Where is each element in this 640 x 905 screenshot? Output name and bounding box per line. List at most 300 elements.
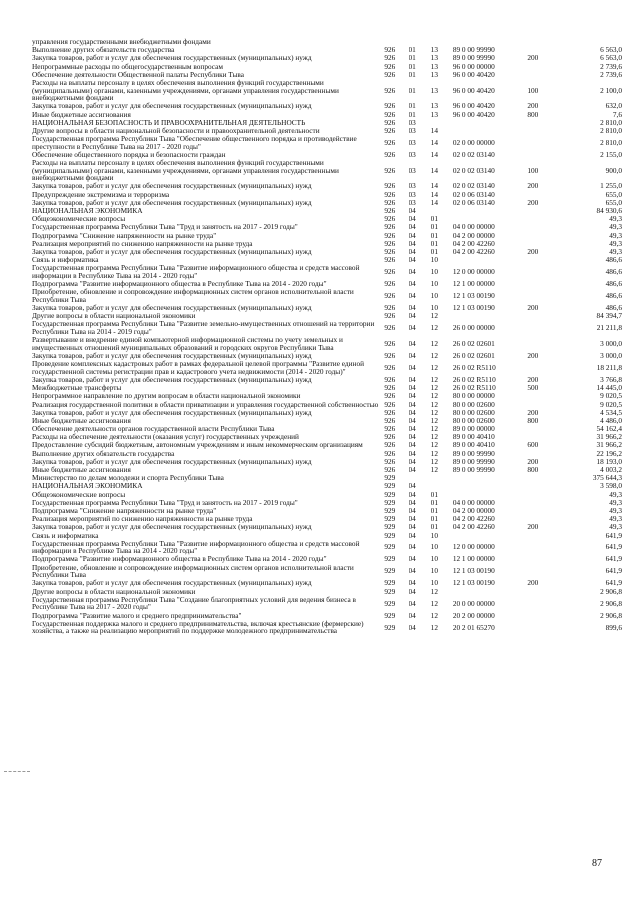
row-amount-cell: 2 906,8 (600, 611, 622, 620)
row-section-cell: 04 (408, 239, 416, 248)
row-ved-cell: 926 (384, 291, 396, 301)
row-section-cell: 04 (408, 400, 416, 409)
row-section-cell: 04 (408, 531, 416, 540)
row-target-article-cell: 04 2 00 42260 (452, 247, 495, 256)
row-ved-cell: 926 (384, 392, 396, 401)
row-amount-cell: 49,3 (609, 231, 622, 240)
row-amount-cell: 655,0 (605, 198, 622, 207)
row-name-cell: Выполнение других обязательств государства (32, 449, 175, 458)
row-name-cell: Обеспечение общественного порядка и безопасности граждан (32, 150, 226, 159)
row-name-cell: Государственная программа Республики Тыва "Развитие информационного общества и средств массовой информации в Республике Тыва на 2014 - 2020 годы" (32, 264, 360, 280)
row-section-cell: 04 (408, 457, 416, 466)
row-subsection-cell: 12 (430, 312, 438, 321)
row-subsection-cell: 12 (430, 375, 438, 384)
table-row (32, 564, 622, 580)
row-target-article-cell: 02 0 02 03140 (452, 165, 495, 175)
row-name-cell: Государственная программа Республики Тыва "Развитие информационного общества и средств массовой информации в Республике Тыва на 2014 - 2020 годы" (32, 539, 360, 556)
table-row (32, 312, 622, 320)
row-amount-cell: 641,9 (605, 579, 622, 588)
row-amount-cell: 486,6 (605, 291, 622, 301)
table-row (32, 207, 622, 215)
row-expense-type-cell (527, 151, 559, 159)
table-row (32, 79, 622, 102)
row-ved-cell: 926 (384, 198, 396, 207)
row-target-article-cell: 02 0 06 03140 (452, 198, 495, 207)
row-subsection-cell: 01 (430, 523, 438, 532)
row-expense-type-cell (527, 63, 559, 71)
row-target-article-cell: 04 2 00 42260 (452, 239, 495, 248)
row-expense-type-cell (527, 425, 559, 433)
row-target-article-cell: 26 0 00 00000 (452, 323, 495, 333)
row-amount-cell: 6 563,0 (600, 46, 622, 55)
row-subsection-cell: 12 (430, 362, 438, 372)
row-name-cell: Подпрограмма "Снижение напряженности на рынке труда" (32, 506, 217, 515)
row-amount-cell: 641,9 (605, 566, 622, 576)
row-section-cell: 04 (408, 441, 416, 450)
row-subsection-cell: 10 (430, 579, 438, 588)
row-expense-type-cell (527, 240, 559, 248)
row-ved-cell: 926 (384, 182, 396, 191)
table-row (32, 458, 622, 466)
row-section-cell: 03 (408, 198, 416, 207)
row-section-cell: 01 (408, 70, 416, 79)
row-section-cell: 03 (408, 150, 416, 159)
row-expense-type-cell: 100 (527, 85, 539, 95)
table-row (32, 232, 622, 240)
row-subsection-cell (431, 207, 453, 215)
row-amount-cell: 3 000,0 (600, 351, 622, 360)
row-name-cell: Иные бюджетные ассигнования (32, 416, 131, 425)
row-section-cell: 04 (408, 267, 416, 277)
budget-table (32, 38, 622, 636)
row-expense-type-cell (527, 540, 559, 556)
row-name-cell: Расходы на выплаты персоналу в целях обеспечения выполнения функций государственными (муниципальными) органами, казенными учреждениями, органами управления государственными внебюджетными фондами (32, 78, 339, 103)
table-row (32, 425, 622, 433)
row-name-cell: Связь и информатика (32, 531, 99, 540)
row-name-cell: Закупка товаров, работ и услуг для обеспечения государственных (муниципальных) нужд (32, 198, 312, 207)
row-expense-type-cell (527, 71, 559, 79)
row-section-cell: 04 (408, 384, 416, 393)
row-ved-cell: 929 (384, 474, 396, 483)
row-name-cell: Общеэкономические вопросы (32, 490, 126, 499)
row-subsection-cell: 12 (430, 408, 438, 417)
row-ved-cell: 926 (384, 110, 396, 119)
table-row (32, 135, 622, 151)
table-row (32, 392, 622, 400)
table-row (32, 491, 622, 499)
row-amount-cell: 4 003,2 (600, 466, 622, 474)
row-ved-cell: 926 (384, 190, 396, 199)
row-name-cell: Другие вопросы в области национальной экономики (32, 587, 196, 596)
row-expense-type-cell (527, 401, 559, 409)
row-expense-type-cell (527, 119, 559, 127)
row-name-cell: Другие вопросы в области национальной экономики (32, 312, 196, 321)
row-amount-cell: 2 906,8 (600, 598, 622, 608)
table-row (32, 523, 622, 531)
row-section-cell: 04 (408, 392, 416, 401)
row-section-cell: 03 (408, 190, 416, 199)
row-target-article-cell: 89 0 00 99990 (452, 449, 495, 458)
row-target-article-cell: 12 1 00 00000 (452, 555, 495, 564)
row-subsection-cell: 12 (430, 400, 438, 409)
row-name-cell: Закупка товаров, работ и услуг для обеспечения государственных (муниципальных) нужд (32, 182, 312, 191)
row-name-cell: Другие вопросы в области национальной безопасности и правоохранительной деятельности (32, 126, 320, 135)
row-target-article-cell: 26 0 02 R5110 (452, 362, 496, 372)
row-subsection-cell (431, 38, 453, 46)
row-ved-cell: 929 (384, 579, 396, 588)
row-section-cell: 04 (408, 362, 416, 372)
row-subsection-cell: 10 (430, 304, 438, 313)
row-name-cell: Государственная программа Республики Тыва "Обеспечение общественного порядка и противодействие преступности в Республике Тыва на 2017 - 2020 годы" (32, 135, 357, 151)
row-target-article-cell: 80 0 00 02600 (452, 400, 495, 409)
row-target-article-cell: 04 2 00 00000 (452, 506, 495, 515)
row-expense-type-cell: 200 (527, 54, 539, 63)
row-expense-type-cell: 200 (527, 304, 539, 313)
row-target-article-cell: 20 0 00 00000 (452, 598, 495, 608)
table-row (32, 38, 622, 46)
table-row (32, 191, 622, 199)
row-ved-cell: 929 (384, 566, 396, 576)
row-expense-type-cell (527, 392, 559, 400)
row-expense-type-cell: 200 (527, 375, 539, 384)
table-row (32, 151, 622, 159)
row-subsection-cell: 10 (430, 531, 438, 540)
row-name-cell: Обеспечение деятельности органов государственной власти Республики Тыва (32, 425, 275, 434)
row-expense-type-cell: 800 (527, 416, 539, 425)
row-target-article-cell: 96 0 00 40420 (452, 102, 495, 111)
row-section-cell: 04 (408, 416, 416, 425)
row-name-cell: Обеспечение деятельности Общественной палаты Республики Тыва (32, 70, 244, 79)
row-target-article-cell: 02 0 02 03140 (452, 150, 495, 159)
row-subsection-cell: 14 (430, 198, 438, 207)
row-subsection-cell: 14 (430, 182, 438, 191)
row-subsection-cell: 12 (430, 466, 438, 474)
row-section-cell: 04 (408, 506, 416, 515)
row-name-cell: Закупка товаров, работ и услуг для обеспечения государственных (муниципальных) нужд (32, 351, 312, 360)
row-target-article-cell (453, 256, 528, 264)
row-subsection-cell: 12 (430, 392, 438, 401)
row-subsection-cell: 13 (430, 46, 438, 55)
row-target-article-cell (453, 491, 528, 499)
row-section-cell: 04 (408, 408, 416, 417)
row-name-cell: Выполнение других обязательств государства (32, 46, 175, 55)
table-row (32, 417, 622, 425)
row-target-article-cell: 04 0 00 00000 (452, 223, 495, 232)
table-row (32, 499, 622, 507)
row-target-article-cell: 12 1 03 00190 (452, 304, 495, 313)
table-row (32, 433, 622, 441)
row-name-cell: Государственная программа Республики Тыва "Развитие земельно-имущественных отношений на территории Республики Тыва на 2014 - 2019 годы" (32, 320, 375, 336)
row-expense-type-cell (527, 127, 559, 135)
table-row (32, 46, 622, 54)
row-section-cell: 04 (408, 587, 416, 596)
row-section-cell: 04 (408, 622, 416, 632)
table-row (32, 540, 622, 556)
row-expense-type-cell (527, 280, 559, 288)
table-row (32, 352, 622, 360)
row-ved-cell: 926 (384, 441, 396, 450)
row-ved-cell: 926 (384, 239, 396, 248)
row-ved-cell: 926 (384, 231, 396, 240)
row-target-article-cell: 96 0 00 00000 (452, 62, 495, 71)
table-row (32, 304, 622, 312)
row-subsection-cell: 10 (430, 566, 438, 576)
row-amount-cell: 641,9 (605, 555, 622, 564)
row-target-article-cell: 96 0 00 40420 (452, 85, 495, 95)
row-expense-type-cell: 200 (527, 579, 539, 588)
row-expense-type-cell (527, 207, 559, 215)
row-section-cell: 04 (408, 215, 416, 224)
row-amount-cell: 9 020,5 (600, 400, 622, 409)
row-amount-cell: 49,3 (609, 490, 622, 499)
row-expense-type-cell (527, 336, 559, 352)
row-section-cell: 04 (408, 425, 416, 434)
row-amount-cell: 49,3 (609, 239, 622, 248)
row-ved-cell: 926 (384, 449, 396, 458)
row-subsection-cell (431, 119, 453, 127)
row-amount-cell: 54 162,4 (596, 425, 622, 434)
row-amount-cell (560, 38, 622, 46)
row-ved-cell: 929 (384, 531, 396, 540)
row-subsection-cell (431, 482, 453, 490)
table-row (32, 612, 622, 620)
row-amount-cell: 9 020,5 (600, 392, 622, 401)
table-row (32, 579, 622, 587)
row-expense-type-cell: 200 (527, 351, 539, 360)
row-name-cell: Государственная программа Республики Тыва "Труд и занятость на 2017 - 2019 годы" (32, 498, 298, 507)
row-expense-type-cell (527, 588, 559, 596)
row-ved-cell: 926 (384, 223, 396, 232)
row-name-cell: Расходы на обеспечение деятельности (оказания услуг) государственных учреждений (32, 433, 299, 442)
row-name-cell: Межбюджетные трансферты (32, 384, 122, 393)
row-ved-cell: 926 (384, 312, 396, 321)
budget-table-body (32, 38, 622, 636)
row-ved-cell: 926 (384, 304, 396, 313)
row-section-cell: 04 (408, 256, 416, 265)
table-row (32, 409, 622, 417)
row-amount-cell: 31 966,2 (596, 433, 622, 442)
row-target-article-cell (453, 532, 528, 540)
row-amount-cell: 49,3 (609, 223, 622, 232)
row-ved-cell: 926 (384, 323, 396, 333)
row-target-article-cell (453, 482, 528, 490)
row-section-cell: 04 (408, 449, 416, 458)
row-ved-cell: 926 (384, 384, 396, 393)
row-target-article-cell: 26 0 02 R5110 (452, 375, 496, 384)
row-target-article-cell (453, 312, 528, 320)
row-target-article-cell: 89 0 00 00000 (452, 425, 495, 434)
row-subsection-cell: 14 (430, 165, 438, 175)
row-amount-cell: 2 739,6 (600, 62, 622, 71)
row-subsection-cell: 01 (430, 490, 438, 499)
row-amount-cell: 486,6 (605, 256, 622, 265)
row-target-article-cell: 12 0 00 00000 (452, 267, 495, 277)
row-expense-type-cell (527, 515, 559, 523)
row-ved-cell: 929 (384, 611, 396, 620)
row-amount-cell: 49,3 (609, 523, 622, 532)
row-ved-cell: 926 (384, 416, 396, 425)
row-subsection-cell: 12 (430, 338, 438, 348)
row-name-cell: Закупка товаров, работ и услуг для обеспечения государственных (муниципальных) нужд (32, 457, 312, 466)
row-amount-cell: 2 810,0 (600, 118, 622, 127)
row-expense-type-cell (527, 320, 559, 336)
table-row (32, 515, 622, 523)
row-target-article-cell: 12 1 03 00190 (452, 566, 495, 576)
row-expense-type-cell (527, 499, 559, 507)
row-target-article-cell (453, 207, 528, 215)
row-ved-cell: 926 (384, 165, 396, 175)
row-amount-cell: 3 598,0 (600, 482, 622, 491)
row-name-cell: Государственная программа Республики Тыва "Труд и занятость на 2017 - 2019 годы" (32, 223, 298, 232)
row-expense-type-cell: 200 (527, 198, 539, 207)
table-row (32, 336, 622, 352)
row-expense-type-cell: 800 (527, 466, 539, 474)
row-ved-cell: 929 (384, 523, 396, 532)
row-expense-type-cell (527, 596, 559, 612)
row-target-article-cell: 89 0 00 99990 (452, 46, 495, 55)
row-section-cell: 04 (408, 247, 416, 256)
row-target-article-cell (453, 474, 528, 482)
row-target-article-cell: 96 0 00 40420 (452, 110, 495, 119)
row-amount-cell: 22 196,2 (596, 449, 622, 458)
row-expense-type-cell: 200 (527, 102, 539, 111)
row-name-cell: управления государственными внебюджетными фондами (32, 38, 211, 46)
row-ved-cell: 926 (384, 375, 396, 384)
row-amount-cell: 31 966,2 (596, 441, 622, 450)
table-row (32, 71, 622, 79)
row-amount-cell: 2 906,8 (600, 587, 622, 596)
row-ved-cell: 926 (384, 126, 396, 135)
row-subsection-cell: 12 (430, 441, 438, 450)
row-subsection-cell: 14 (430, 150, 438, 159)
row-section-cell: 04 (408, 490, 416, 499)
row-amount-cell: 2 100,0 (600, 85, 622, 95)
table-row (32, 401, 622, 409)
row-subsection-cell: 14 (430, 137, 438, 147)
row-ved-cell: 929 (384, 542, 396, 552)
row-name-cell: Иные бюджетные ассигнования (32, 466, 131, 474)
row-section-cell: 04 (408, 598, 416, 608)
row-ved-cell: 926 (384, 46, 396, 55)
row-target-article-cell: 26 0 02 R5110 (452, 384, 496, 393)
row-subsection-cell: 12 (430, 457, 438, 466)
row-expense-type-cell (527, 450, 559, 458)
row-name-cell: Расходы на выплаты персоналу в целях обеспечения выполнения функций государственными (муниципальными) органами, казенными учреждениями, органами управления государственными внебюджетными фондами (32, 159, 339, 183)
row-amount-cell: 632,0 (605, 102, 622, 111)
row-ved-cell: 929 (384, 555, 396, 564)
row-ved-cell: 926 (384, 62, 396, 71)
row-section-cell: 03 (408, 118, 416, 127)
row-name-cell: Проведение комплексных кадастровых работ в рамках федеральной целевой программы "Развитие единой государственной системы регистрации прав и кадастрового учета недвижимости (2014 - 2020 годы)" (32, 360, 364, 376)
row-ved-cell: 929 (384, 515, 396, 524)
row-amount-cell: 900,0 (605, 165, 622, 175)
table-row (32, 215, 622, 223)
row-subsection-cell: 13 (430, 102, 438, 111)
row-expense-type-cell (527, 620, 559, 636)
row-section-cell: 04 (408, 280, 416, 289)
row-expense-type-cell (527, 223, 559, 231)
row-target-article-cell: 89 0 00 99990 (452, 54, 495, 63)
row-amount-cell: 2 810,0 (600, 126, 622, 135)
table-row (32, 280, 622, 288)
row-amount-cell: 486,6 (605, 267, 622, 277)
row-subsection-cell: 12 (430, 449, 438, 458)
table-row (32, 248, 622, 256)
table-row (32, 199, 622, 207)
table-row (32, 376, 622, 384)
row-subsection-cell: 13 (430, 70, 438, 79)
row-name-cell: Закупка товаров, работ и услуг для обеспечения государственных (муниципальных) нужд (32, 523, 312, 532)
row-name-cell: Предоставление субсидий бюджетным, автономным учреждениям и иным некоммерческим организациям (32, 441, 363, 450)
row-ved-cell: 926 (384, 206, 396, 215)
row-subsection-cell: 12 (430, 384, 438, 393)
row-target-article-cell: 04 2 00 42260 (452, 515, 495, 524)
row-name-cell: Подпрограмма "Развитие малого и среднего предпринимательства" (32, 611, 242, 620)
row-ved-cell: 926 (384, 338, 396, 348)
row-section-cell: 04 (408, 291, 416, 301)
row-target-article-cell: 89 0 00 99990 (452, 457, 495, 466)
row-section-cell: 04 (408, 433, 416, 442)
row-name-cell: Непрограммное направление по другим вопросам в области национальной экономики (32, 392, 301, 401)
row-section-cell: 04 (408, 206, 416, 215)
row-expense-type-cell: 200 (527, 247, 539, 256)
row-section-cell: 04 (408, 498, 416, 507)
table-row (32, 466, 622, 474)
row-section-cell: 01 (408, 46, 416, 55)
row-name-cell: Закупка товаров, работ и услуг для обеспечения государственных (муниципальных) нужд (32, 304, 312, 313)
row-ved-cell: 926 (384, 118, 396, 127)
row-subsection-cell: 12 (430, 611, 438, 620)
row-name-cell: Реализация государственной политики в области приватизации и управления государственной собственностью (32, 400, 379, 409)
row-target-article-cell: 12 1 03 00190 (452, 579, 495, 588)
row-amount-cell: 84 930,6 (596, 206, 622, 215)
table-row (32, 620, 622, 636)
row-name-cell: Закупка товаров, работ и услуг для обеспечения государственных (муниципальных) нужд (32, 54, 312, 63)
row-subsection-cell: 12 (430, 351, 438, 360)
table-row (32, 264, 622, 280)
row-section-cell: 04 (408, 223, 416, 232)
row-expense-type-cell: 500 (527, 384, 539, 393)
row-name-cell: Государственная программа Республики Тыва "Создание благоприятных условий для ведения бизнеса в Республике Тыва на 2017 - 2020 годы" (32, 595, 356, 612)
row-name-cell: Реализация мероприятий по снижению напряженности на рынке труда (32, 239, 253, 248)
row-expense-type-cell (527, 491, 559, 499)
row-amount-cell: 4 486,0 (600, 416, 622, 425)
row-section-cell (409, 38, 431, 46)
row-target-article-cell: 96 0 00 40420 (452, 70, 495, 79)
table-row (32, 320, 622, 336)
row-ved-cell: 926 (384, 408, 396, 417)
table-row (32, 450, 622, 458)
row-ved-cell: 929 (384, 622, 396, 632)
row-ved-cell: 926 (384, 351, 396, 360)
row-target-article-cell: 89 0 00 40410 (452, 433, 495, 442)
row-name-cell: Общеэкономические вопросы (32, 215, 126, 224)
row-amount-cell: 641,9 (605, 542, 622, 552)
row-section-cell: 04 (408, 351, 416, 360)
table-row (32, 240, 622, 248)
table-row (32, 256, 622, 264)
row-amount-cell: 899,6 (605, 622, 622, 632)
row-subsection-cell: 14 (430, 126, 438, 135)
row-name-cell: Иные бюджетные ассигнования (32, 110, 131, 119)
row-section-cell: 04 (408, 555, 416, 564)
row-target-article-cell (453, 119, 528, 127)
table-row (32, 159, 622, 182)
row-name-cell: Подпрограмма "Развитие информационного общества в Республике Тыва на 2014 - 2020 годы" (32, 280, 327, 289)
row-ved-cell: 929 (384, 587, 396, 596)
row-ved-cell: 926 (384, 70, 396, 79)
row-ved-cell: 926 (384, 400, 396, 409)
